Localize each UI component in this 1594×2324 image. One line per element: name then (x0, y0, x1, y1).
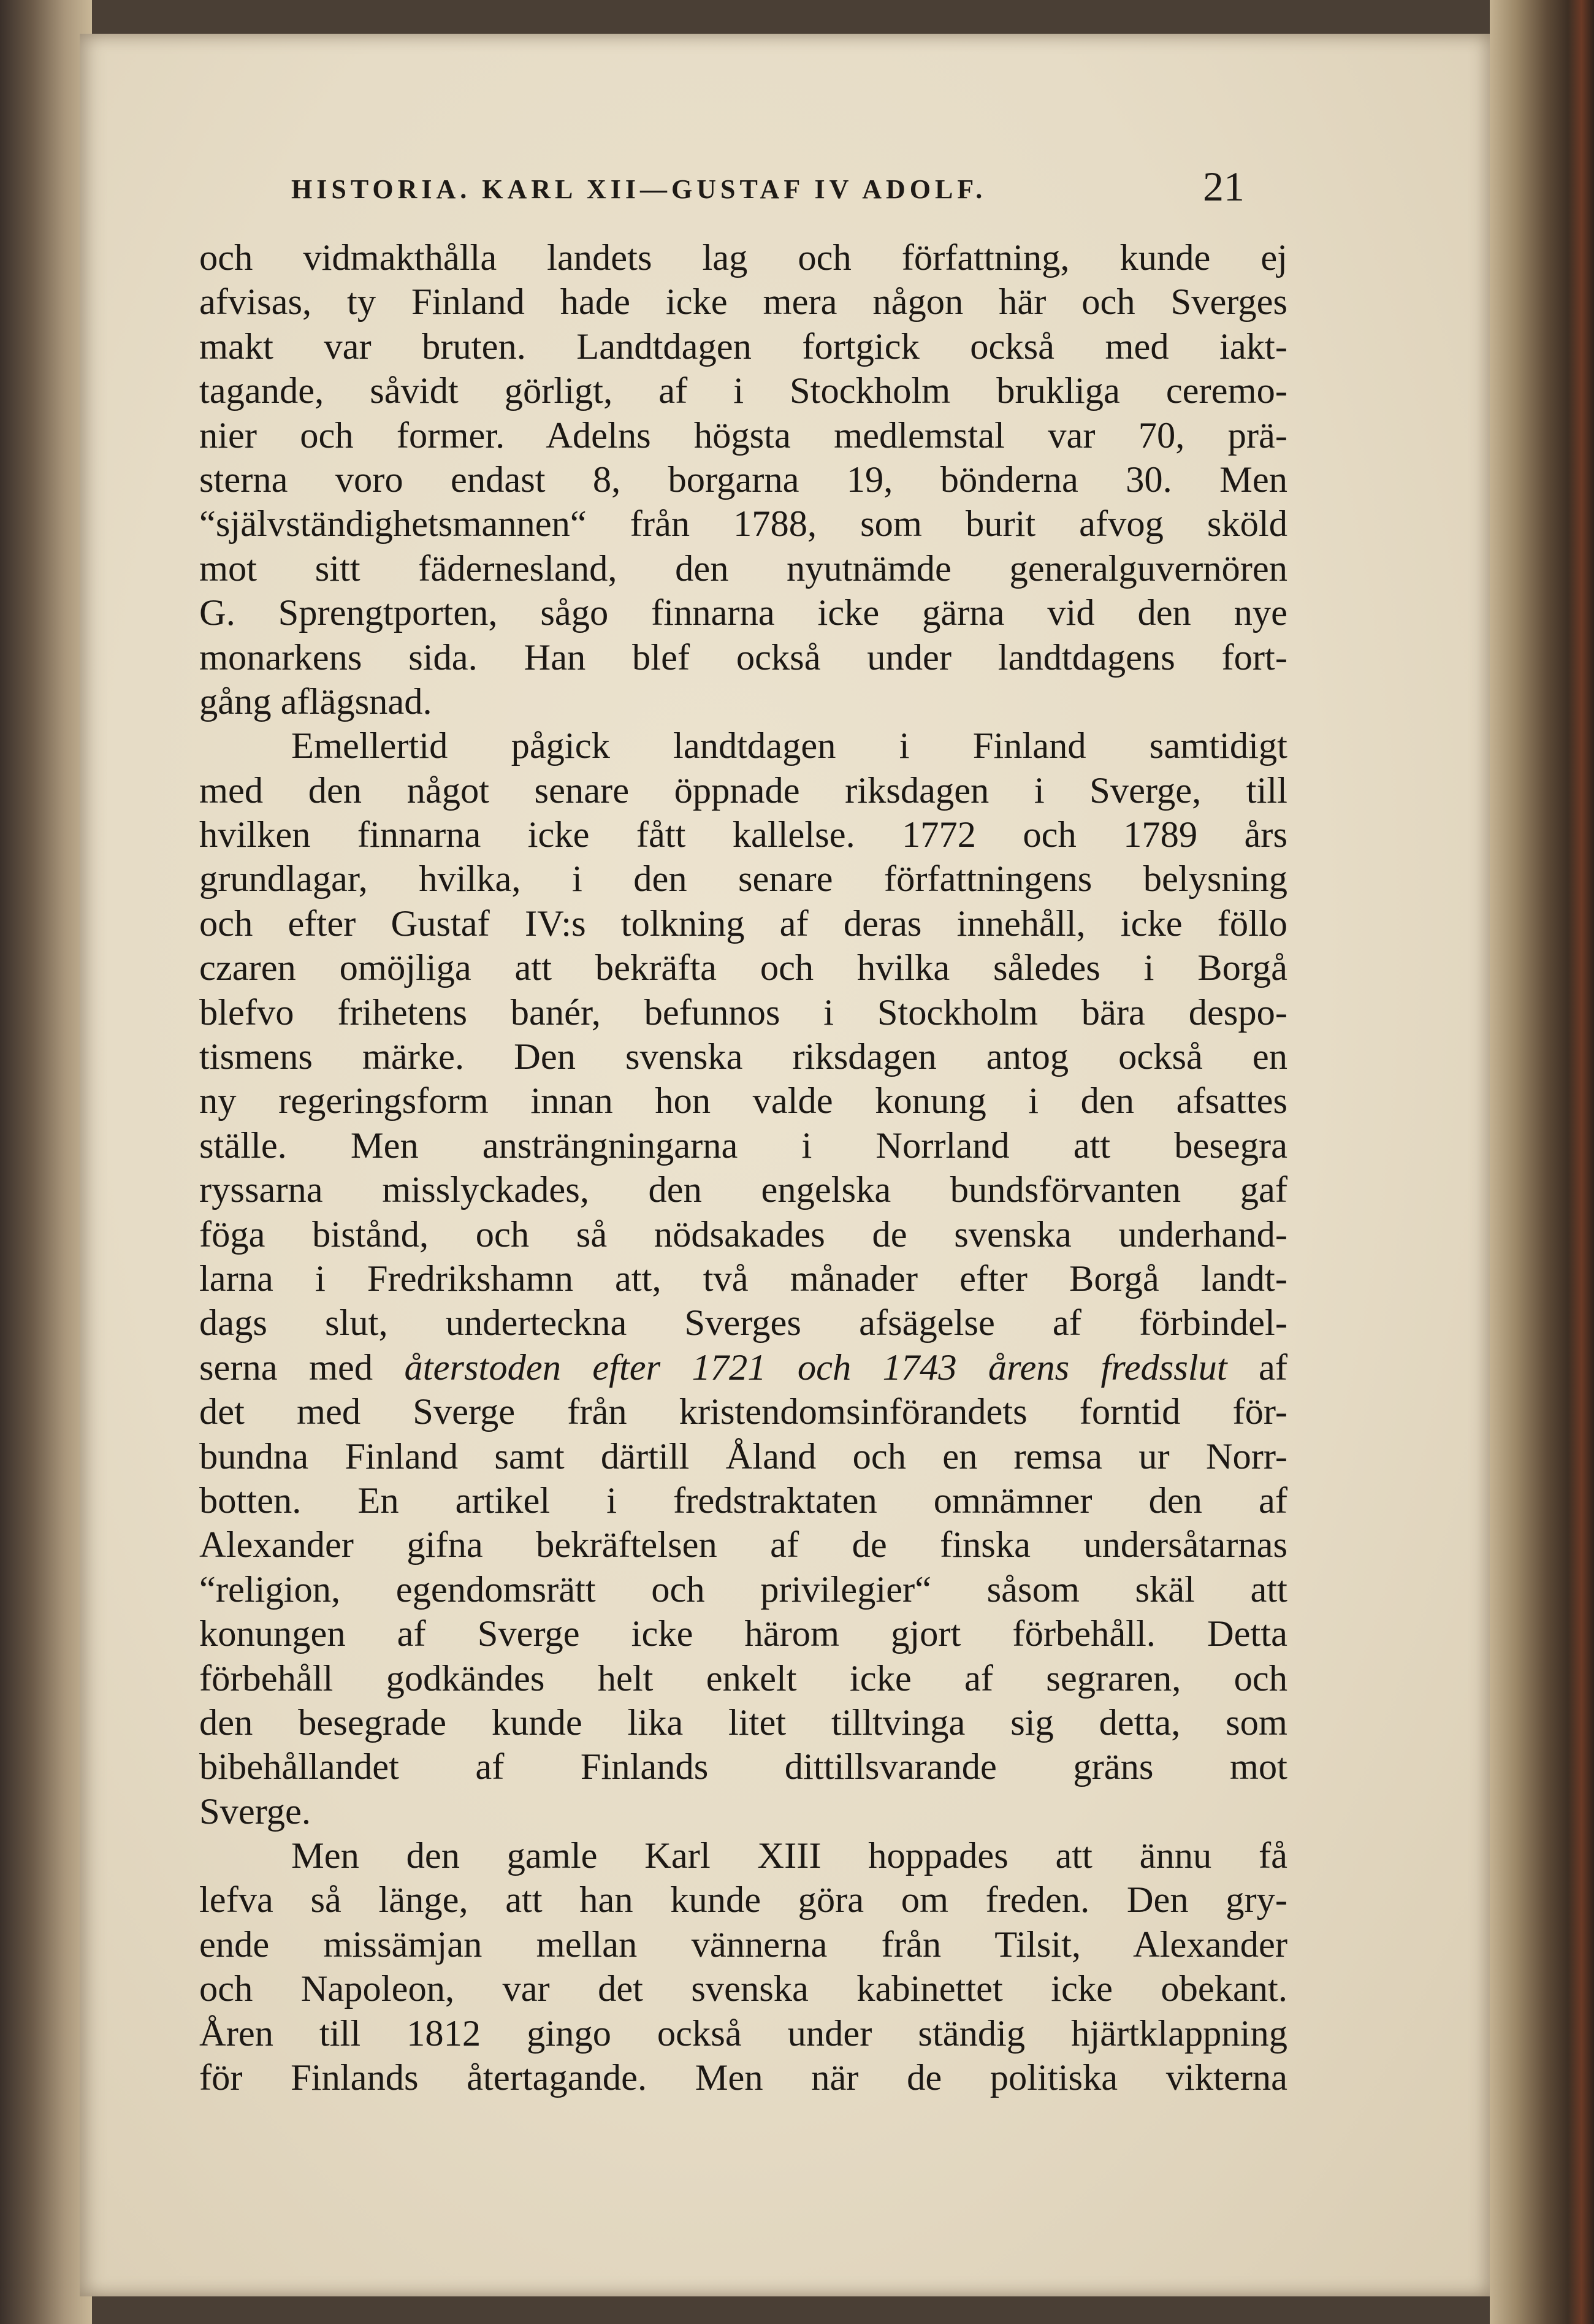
text-line: den besegrade kunde lika litet tilltvinga sig detta, som (199, 1702, 1287, 1743)
text-line: sterna voro endast 8, borgarna 19, bönderna 30. Men (199, 459, 1287, 500)
text-line: förbehåll godkändes helt enkelt icke af segraren, och (199, 1657, 1287, 1699)
page-header (291, 162, 1245, 218)
book-binding-right (1490, 0, 1594, 2324)
text-line: ryssarna misslyckades, den engelska bundsförvanten gaf (199, 1169, 1287, 1211)
text-line: G. Sprengtporten, sågo finnarna icke gärna vid den nye (199, 592, 1287, 634)
text-line: grundlagar, hvilka, i den senare författningens belysning (199, 858, 1287, 900)
text-line: bibehållandet af Finlands dittillsvarande gräns mot (199, 1746, 1287, 1788)
text-line: gång aflägsnad. (199, 681, 432, 722)
text-line: Emellertid pågick landtdagen i Finland samtidigt (291, 725, 1287, 767)
text-line: och efter Gustaf IV:s tolkning af deras innehåll, icke föllo (199, 903, 1287, 944)
text-line: dags slut, underteckna Sverges afsägelse af förbindel- (199, 1302, 1287, 1344)
text-line: “självständighetsmannen“ från 1788, som burit afvog sköld (199, 503, 1287, 545)
text-segment: af (1259, 1347, 1288, 1388)
text-line: ende missämjan mellan vännerna från Tilsit, Alexander (199, 1924, 1287, 1965)
text-line: tagande, såvidt görligt, af i Stockholm brukliga ceremo- (199, 370, 1287, 412)
text-line-mixed (199, 1346, 1287, 1390)
text-line: blefvo frihetens banér, befunnos i Stockholm bära despo- (199, 992, 1287, 1033)
text-line: hvilken finnarna icke fått kallelse. 1772 och 1789 års (199, 814, 1287, 856)
text-line: “religion, egendomsrätt och privilegier“ såsom skäl att (199, 1569, 1287, 1610)
text-line: larna i Fredrikshamn att, två månader efter Borgå landt- (199, 1258, 1287, 1299)
text-line: det med Sverge från kristendomsinförandets forntid för- (199, 1391, 1287, 1433)
book-binding-left (0, 0, 92, 2324)
text-line: för Finlands återtagande. Men när de politiska vikterna (199, 2057, 1287, 2099)
text-line: och Napoleon, var det svenska kabinettet icke obekant. (199, 1968, 1287, 2010)
text-line: czaren omöjliga att bekräfta och hvilka således i Borgå (199, 947, 1287, 989)
text-line: Sverge. (199, 1791, 311, 1832)
body-text (199, 236, 1287, 2100)
text-line: Åren till 1812 gingo också under ständig hjärtklappning (199, 2012, 1287, 2054)
text-line: tismens märke. Den svenska riksdagen antog också en (199, 1036, 1287, 1078)
text-line: afvisas, ty Finland hade icke mera någon här och Sverges (199, 281, 1287, 323)
text-line: och vidmakthålla landets lag och författning, kunde ej (199, 237, 1287, 278)
page-number: 21 (1203, 163, 1245, 210)
text-line: konungen af Sverge icke härom gjort förbehåll. Detta (199, 1613, 1287, 1655)
text-line: bundna Finland samt därtill Åland och en remsa ur Norr- (199, 1435, 1287, 1477)
running-head: HISTORIA. KARL XII—GUSTAF IV ADOLF. (291, 174, 987, 204)
text-segment: serna med (199, 1347, 373, 1388)
text-line: botten. En artikel i fredstraktaten omnämner den af (199, 1480, 1287, 1521)
text-line: mot sitt fädernesland, den nyutnämde generalguvernören (199, 548, 1287, 589)
text-line: ny regeringsform innan hon valde konung i den afsattes (199, 1080, 1287, 1122)
text-line: föga bistånd, och så nödsakades de svenska underhand- (199, 1214, 1287, 1255)
text-line: Alexander gifna bekräftelsen af de finska undersåtarnas (199, 1524, 1287, 1566)
text-line: lefva så länge, att han kunde göra om freden. Den gry- (199, 1879, 1287, 1921)
italic-phrase: återstoden efter 1721 och 1743 årens fredsslut (404, 1347, 1227, 1388)
text-line: med den något senare öppnade riksdagen i Sverge, till (199, 770, 1287, 811)
text-line: monarkens sida. Han blef också under landtdagens fort- (199, 636, 1287, 678)
text-line: ställe. Men ansträngningarna i Norrland att besegra (199, 1125, 1287, 1166)
text-line: Men den gamle Karl XIII hoppades att ännu få (291, 1835, 1287, 1877)
text-line: makt var bruten. Landtdagen fortgick också med iakt- (199, 326, 1287, 367)
text-line: nier och former. Adelns högsta medlemstal var 70, prä- (199, 415, 1287, 456)
